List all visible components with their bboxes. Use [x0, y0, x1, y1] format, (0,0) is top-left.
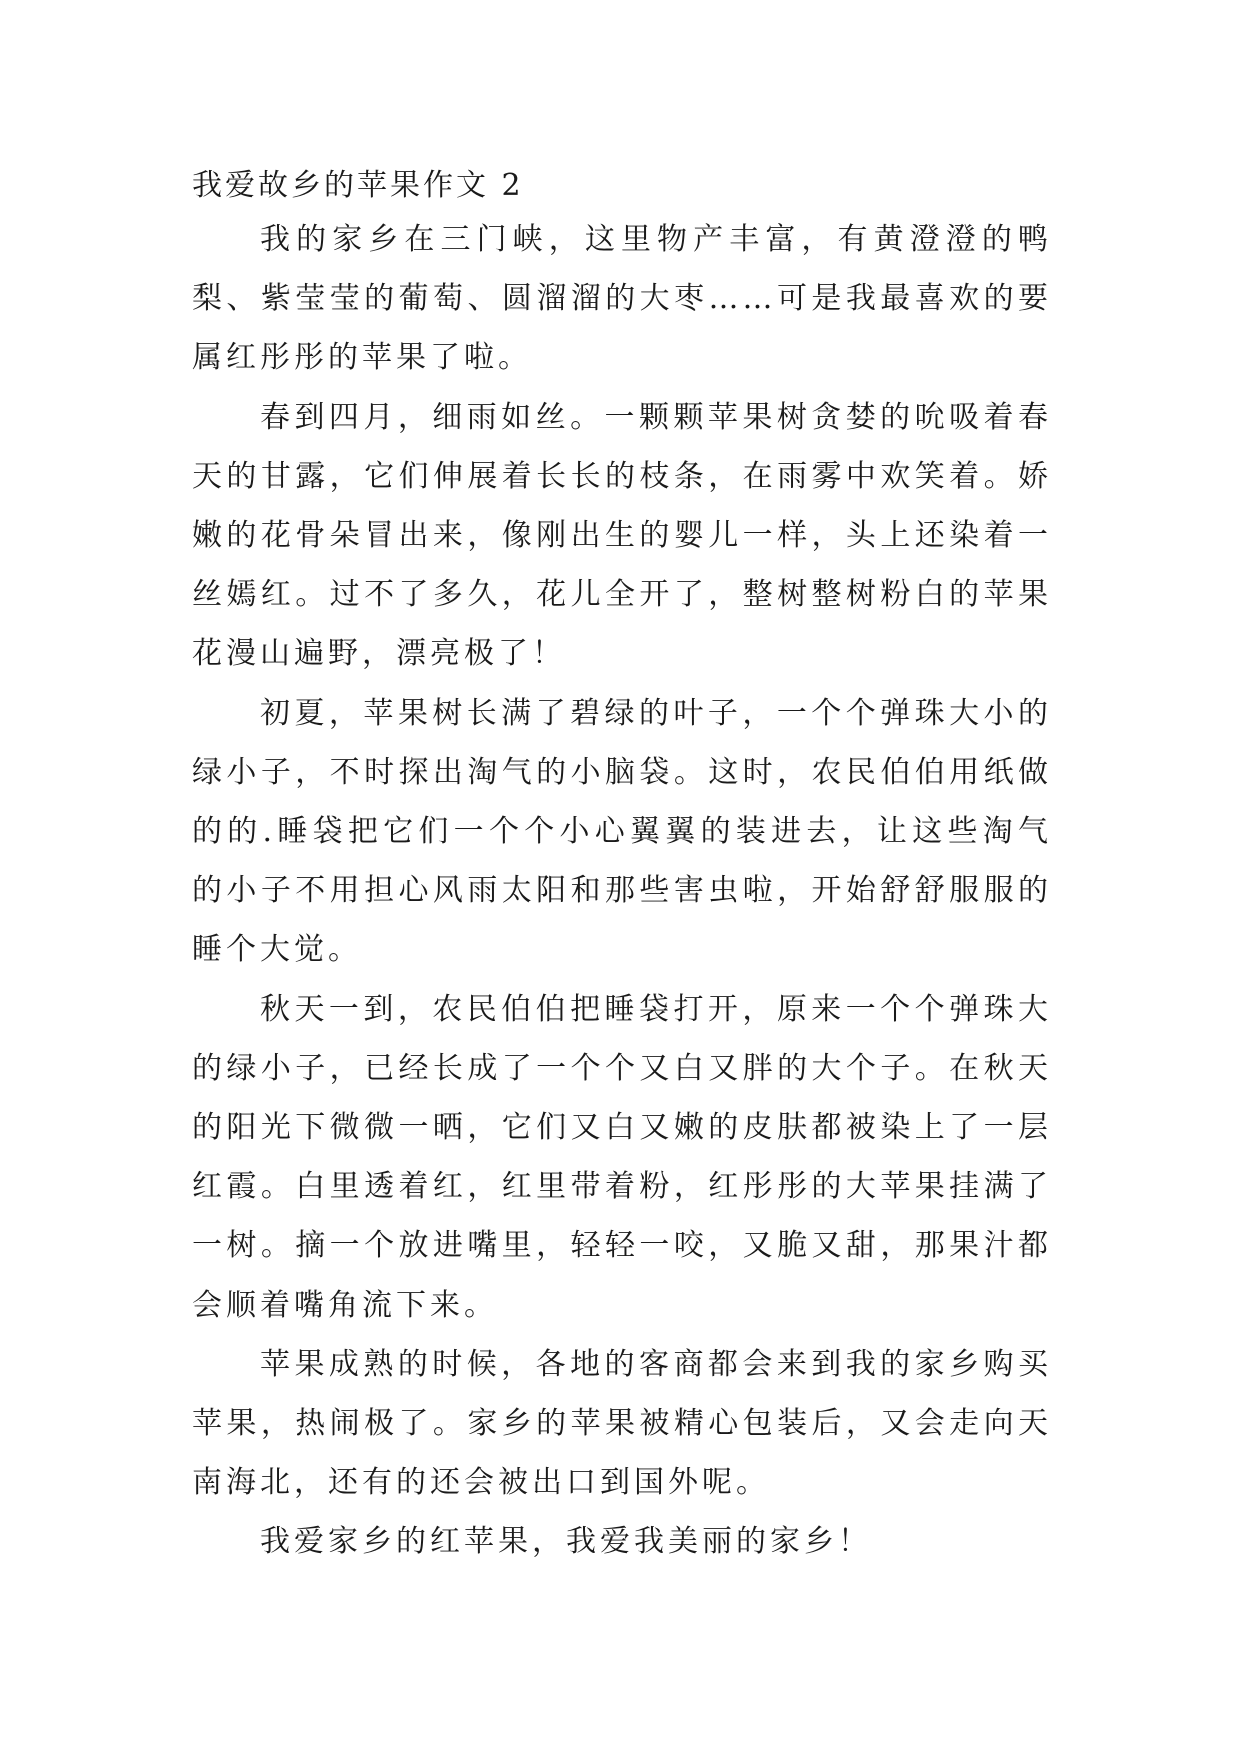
document-title: 我爱故乡的苹果作文 2: [192, 168, 524, 203]
paragraph-2: 春到四月，细雨如丝。一颗颗苹果树贪婪的吮吸着春天的甘露，它们伸展着长长的枝条，在雨雾中欢笑着。娇嫩的花骨朵冒出来，像刚出生的婴儿一样，头上还染着一丝嫣红。过不了多久，花儿全开了，整树整树粉白的苹果花漫山遍野，漂亮极了！: [192, 399, 1052, 672]
paragraph-1: 我的家乡在三门峡，这里物产丰富，有黄澄澄的鸭梨、紫莹莹的葡萄、圆溜溜的大枣……可是我最喜欢的要属红彤彤的苹果了啦。: [192, 222, 1052, 376]
document-body: [192, 210, 1052, 1572]
paragraph-6: 我爱家乡的红苹果，我爱我美丽的家乡！: [260, 1524, 872, 1560]
paragraph-5: 苹果成熟的时候，各地的客商都会来到我的家乡购买苹果，热闹极了。家乡的苹果被精心包装后，又会走向天南海北，还有的还会被出口到国外呢。: [192, 1346, 1052, 1501]
paragraph-3: 初夏，苹果树长满了碧绿的叶子，一个个弹珠大小的绿小子，不时探出淘气的小脑袋。这时，农民伯伯用纸做的的.睡袋把它们一个个小心翼翼的装进去，让这些淘气的小子不用担心风雨太阳和那些害虫啦，开始舒舒服服的睡个大觉。: [192, 695, 1052, 968]
paragraph-4: 秋天一到，农民伯伯把睡袋打开，原来一个个弹珠大的绿小子，已经长成了一个个又白又胖的大个子。在秋天的阳光下微微一晒，它们又白又嫩的皮肤都被染上了一层红霞。白里透着红，红里带着粉，红彤彤的大苹果挂满了一树。摘一个放进嘴里，轻轻一咬，又脆又甜，那果汁都会顺着嘴角流下来。: [192, 991, 1052, 1323]
